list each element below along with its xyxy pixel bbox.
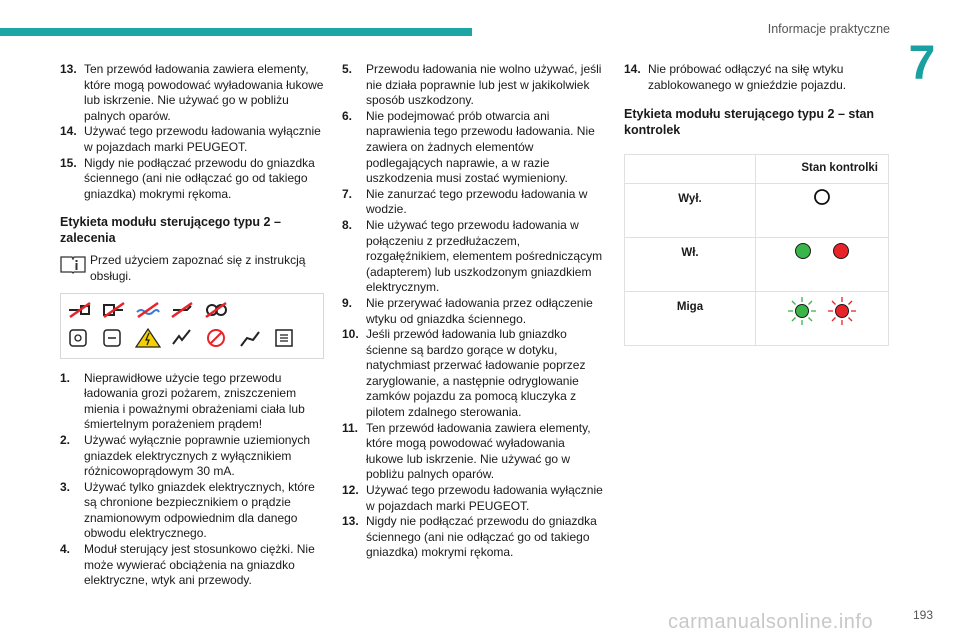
item-text: Nie próbować odłączyć na siłę wtyku zablokowanego w gnieździe pojazdu.	[648, 62, 847, 92]
item-text: Ten przewód ładowania zawiera elementy, które mogą powodować wyładowania łukowe lub iskrzenie. Nie używać go w pobliżu palnych oparów.	[366, 420, 591, 482]
list-item	[342, 187, 604, 218]
table-row	[625, 184, 889, 238]
list-item	[342, 514, 604, 561]
chapter-number: 7	[908, 37, 936, 90]
list-item	[342, 62, 604, 109]
no-extension-icon	[67, 300, 93, 320]
led-blink-icons	[772, 293, 872, 329]
warning-icons-row-2	[67, 328, 297, 348]
column-3	[624, 62, 889, 346]
item-text: Nigdy nie podłączać przewodu do gniazdka ściennego (ani nie odłączać go od takiego gniazdka) mokrymi rękoma.	[84, 155, 315, 201]
column-1	[60, 62, 324, 589]
item-number: 13.	[60, 62, 77, 76]
item-number: 15.	[60, 155, 77, 170]
led-blink-cell	[756, 292, 889, 346]
list-item	[60, 433, 324, 480]
list-item	[342, 421, 604, 483]
item-number: 2.	[60, 432, 71, 447]
no-fire-icon	[203, 328, 229, 348]
item-text: Nie podejmować prób otwarcia ani naprawienia tego przewodu ładowania. Nie zawiera on żadnych elementów podlegających naprawie, a w razie uszkodzenia musi zostać wymieniony.	[366, 108, 595, 186]
note	[60, 253, 324, 284]
item-number: 14.	[60, 124, 77, 139]
section-title: Informacje praktyczne	[767, 22, 890, 36]
no-water-icon	[135, 300, 161, 320]
column-2	[342, 62, 604, 561]
grounded-socket-icon	[67, 328, 93, 348]
led-off-icon	[802, 185, 842, 209]
warning-label-image	[60, 293, 324, 359]
list-recommendations	[60, 371, 324, 589]
list-item	[60, 156, 324, 203]
no-adapter-icon	[101, 300, 127, 320]
item-text: Jeśli przewód ładowania lub gniazdko ścienne są bardzo gorące w dotyku, natychmiast przerwać ładowanie poprzez zaryglowanie, a następnie odryglowanie zamków pojazdu za pomocą kluczyka z pilotem zdalnego sterowania.	[366, 327, 586, 420]
item-text: Nigdy nie podłączać przewodu do gniazdka ściennego (ani nie odłączać go od takiego gniazdka) mokrymi rękoma.	[366, 514, 597, 560]
list-item	[60, 371, 324, 433]
led-off-cell	[756, 184, 889, 238]
no-pull-icon	[169, 300, 195, 320]
led-state-table	[624, 154, 889, 346]
table-header: Stan kontrolki	[756, 155, 889, 184]
item-number: 8.	[342, 217, 353, 232]
manual-icon	[271, 328, 297, 348]
list-item	[60, 480, 324, 542]
page-number: 193	[912, 608, 933, 622]
item-text: Nie używać tego przewodu ładowania w połączeniu z przedłużaczem, rozgałęźnikiem, elementem pośredniczącym (adapterem) lub uszkodzonym gniazdkiem elektrycznym.	[366, 217, 603, 295]
warning-icons-row-1	[67, 300, 229, 320]
list-item	[342, 296, 604, 327]
heading-recommendations: Etykieta modułu sterującego typu 2 – zalecenia	[60, 215, 281, 245]
list-item	[60, 62, 324, 124]
list-top	[60, 62, 324, 202]
item-text: Ten przewód ładowania zawiera elementy, które mogą powodować wyładowania łukowe lub iskrzenie. Nie używać go w pobliżu palnych oparów.	[84, 62, 324, 123]
item-number: 3.	[60, 479, 71, 494]
list-item	[624, 62, 889, 93]
item-number: 4.	[60, 542, 71, 557]
watermark: carmanualsonline.info	[668, 611, 874, 633]
item-text: Nie przerywać ładowania przez odłączenie wtyku od gniazdka ściennego.	[366, 295, 593, 326]
electric-shock-icon	[169, 328, 195, 348]
note-text: Przed użyciem zapoznać się z instrukcją obsługi.	[90, 253, 306, 283]
high-voltage-icon	[135, 328, 161, 348]
item-number: 13.	[342, 514, 359, 529]
list-item	[60, 542, 324, 589]
list-item	[342, 483, 604, 514]
item-text: Używać tego przewodu ładowania wyłącznie w pojazdach marki PEUGEOT.	[366, 483, 603, 513]
state-label-off: Wył.	[625, 184, 756, 238]
item-text: Moduł sterujący jest stosunkowo ciężki. Nie może wywierać obciążenia na gniazdko elektryczne, wtyk ani przewody.	[84, 542, 315, 588]
table-row	[625, 238, 889, 292]
item-number: 7.	[342, 186, 353, 201]
item-number: 1.	[60, 370, 71, 385]
list-item	[342, 109, 604, 187]
no-disassembly-icon	[203, 300, 229, 320]
item-number: 11.	[342, 420, 359, 435]
header-accent-bar	[0, 28, 472, 36]
led-on-cell	[756, 238, 889, 292]
heading-led-states: Etykieta modułu sterującego typu 2 – stan kontrolek	[624, 107, 875, 137]
item-number: 5.	[342, 62, 353, 76]
list-item	[342, 327, 604, 421]
list-recommendations-continued	[342, 62, 604, 561]
state-label-on: Wł.	[625, 238, 756, 292]
led-on-icons	[777, 239, 867, 263]
item-number: 9.	[342, 295, 353, 310]
item-text: Używać tego przewodu ładowania wyłącznie w pojazdach marki PEUGEOT.	[84, 124, 321, 154]
breaker-socket-icon	[101, 328, 127, 348]
item-number: 12.	[342, 483, 359, 498]
item-text: Nieprawidłowe użycie tego przewodu ładowania grozi pożarem, zniszczeniem mienia i poważnymi obrażeniami ciała lub śmiertelnym porażeniem prądem!	[84, 370, 305, 432]
table-header-empty	[625, 155, 756, 184]
item-number: 14.	[624, 62, 641, 76]
list-item	[342, 218, 604, 296]
item-text: Nie zanurzać tego przewodu ładowania w wodzie.	[366, 186, 588, 217]
item-text: Używać tylko gniazdek elektrycznych, które są chronione bezpiecznikiem o prądzie znamionowym odpowiednim dla danego obwodu elektrycznego.	[84, 479, 315, 541]
book-info-icon	[60, 253, 90, 279]
list-final	[624, 62, 889, 93]
item-number: 10.	[342, 327, 359, 342]
list-item	[60, 124, 324, 155]
item-number: 6.	[342, 108, 353, 123]
item-text: Używać wyłącznie poprawnie uziemionych gniazdek elektrycznych z wyłącznikiem różnicowoprądowym 30 mA.	[84, 432, 311, 479]
item-text: Przewodu ładowania nie wolno używać, jeśli nie działa poprawnie lub jest w jakikolwiek sposób uszkodzony.	[366, 62, 602, 108]
state-label-blink: Miga	[625, 292, 756, 346]
trip-hazard-icon	[237, 328, 263, 348]
table-row	[625, 292, 889, 346]
